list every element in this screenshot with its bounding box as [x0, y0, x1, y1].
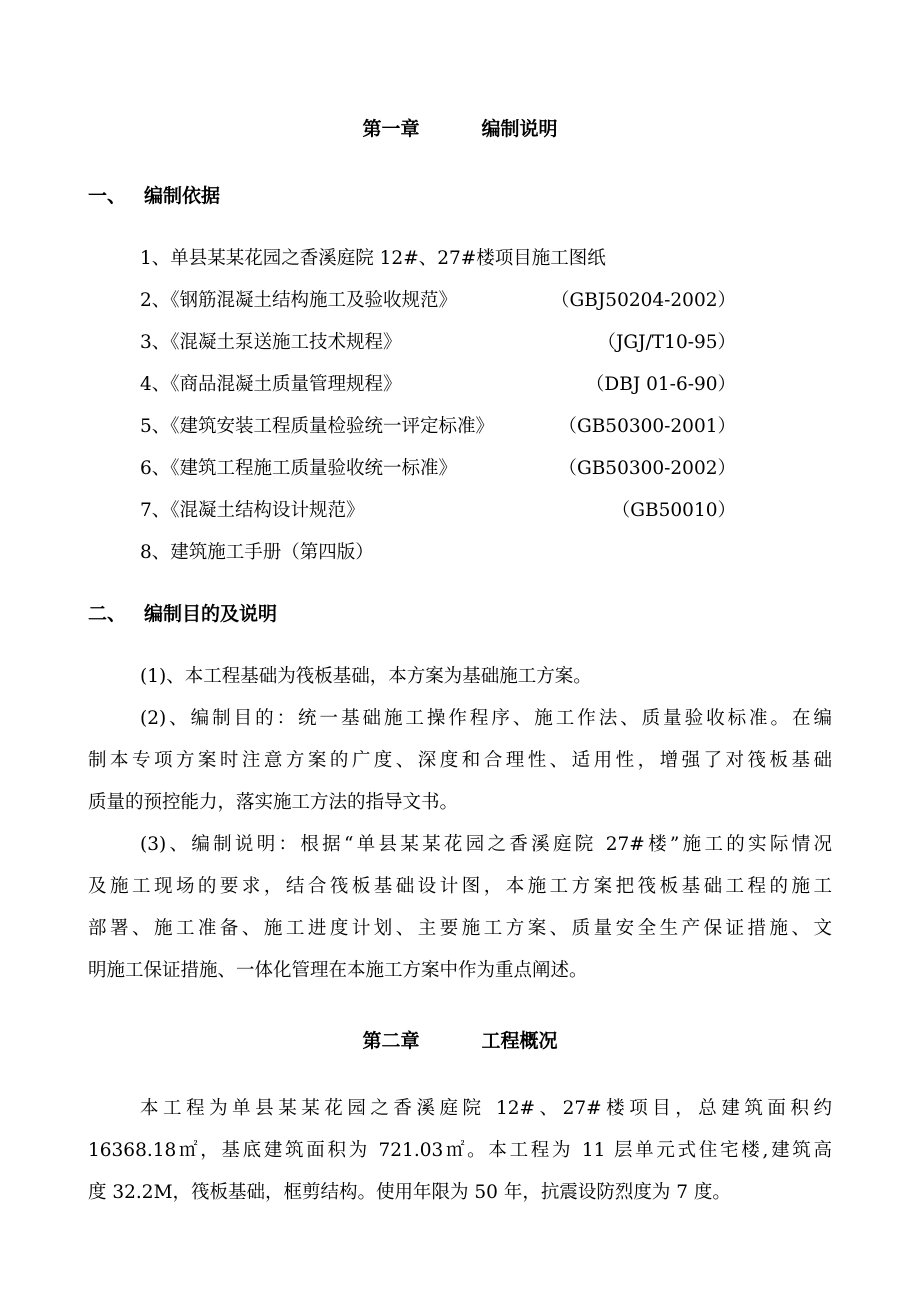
reference-item — [140, 540, 736, 566]
paragraph-line: 制本专项方案时注意方案的广度、深度和合理性、适用性，增强了对筏板基础 — [88, 750, 832, 771]
reference-item — [140, 498, 736, 524]
chapter-1-heading — [0, 116, 920, 142]
paragraph-line: 部署、施工准备、施工进度计划、主要施工方案、质量安全生产保证措施、文 — [88, 918, 832, 939]
reference-code: （GB50010） — [611, 500, 736, 521]
section-1-heading — [88, 183, 220, 209]
reference-title: 4、《商品混凝土质量管理规程》 — [140, 374, 402, 395]
reference-code: （JGJ/T10-95） — [597, 332, 736, 353]
reference-title: 2、《钢筋混凝土结构施工及验收规范》 — [140, 290, 458, 311]
chapter-1-number: 第一章 — [362, 118, 420, 140]
reference-title: 7、《混凝土结构设计规范》 — [140, 500, 365, 521]
reference-title: 5、《建筑安装工程质量检验统一评定标准》 — [140, 416, 495, 437]
paragraph-line: (3)、编制说明：根据“单县某某花园之香溪庭院 27#楼”施工的实际情况 — [140, 834, 832, 855]
paragraph-line: 质量的预控能力，落实施工方法的指导文书。 — [88, 792, 459, 813]
reference-item — [140, 330, 736, 356]
reference-item — [140, 456, 736, 482]
section-2-heading — [88, 601, 277, 627]
reference-code: （DBJ 01-6-90） — [585, 374, 736, 395]
overview-paragraph — [88, 1088, 832, 1214]
paragraph-line: 16368.18㎡，基底建筑面积为 721.03㎡。本工程为 11 层单元式住宅楼,建筑高 — [88, 1140, 832, 1161]
paragraph-line: 明施工保证措施、一体化管理在本施工方案中作为重点阐述。 — [88, 960, 588, 981]
reference-item — [140, 246, 736, 272]
reference-item — [140, 414, 736, 440]
paragraph-1 — [88, 656, 832, 698]
chapter-2-heading — [0, 1028, 920, 1054]
section-1-number: 一、 — [88, 185, 127, 207]
reference-item — [140, 372, 736, 398]
section-2-title: 编制目的及说明 — [144, 603, 278, 625]
reference-code: （GB50300-2001） — [558, 416, 736, 437]
paragraph-2 — [88, 698, 832, 824]
reference-title: 3、《混凝土泵送施工技术规程》 — [140, 332, 402, 353]
paragraph-line: (2)、编制目的：统一基础施工操作程序、施工作法、质量验收标准。在编 — [140, 708, 832, 729]
paragraph-line: 本工程为单县某某花园之香溪庭院 12#、27#楼项目，总建筑面积约 — [140, 1098, 832, 1119]
paragraph-line: 度 32.2M，筏板基础，框剪结构。使用年限为 50 年，抗震设防烈度为 7 度。 — [88, 1182, 731, 1203]
chapter-2-number: 第二章 — [362, 1030, 420, 1052]
reference-title: 1、单县某某花园之香溪庭院 12#、27#楼项目施工图纸 — [140, 248, 606, 269]
chapter-2-title: 工程概况 — [481, 1030, 558, 1052]
reference-title: 8、建筑施工手册（第四版） — [140, 542, 374, 563]
reference-item — [140, 288, 736, 314]
chapter-1-title: 编制说明 — [481, 118, 558, 140]
reference-title: 6、《建筑工程施工质量验收统一标准》 — [140, 458, 458, 479]
section-1-title: 编制依据 — [144, 185, 221, 207]
reference-code: （GB50300-2002） — [558, 458, 736, 479]
section-2-number: 二、 — [88, 603, 127, 625]
paragraph-line: (1)、本工程基础为筏板基础，本方案为基础施工方案。 — [140, 666, 592, 687]
reference-code: （GBJ50204-2002） — [551, 290, 736, 311]
paragraph-3 — [88, 824, 832, 992]
paragraph-line: 及施工现场的要求，结合筏板基础设计图，本施工方案把筏板基础工程的施工 — [88, 876, 832, 897]
